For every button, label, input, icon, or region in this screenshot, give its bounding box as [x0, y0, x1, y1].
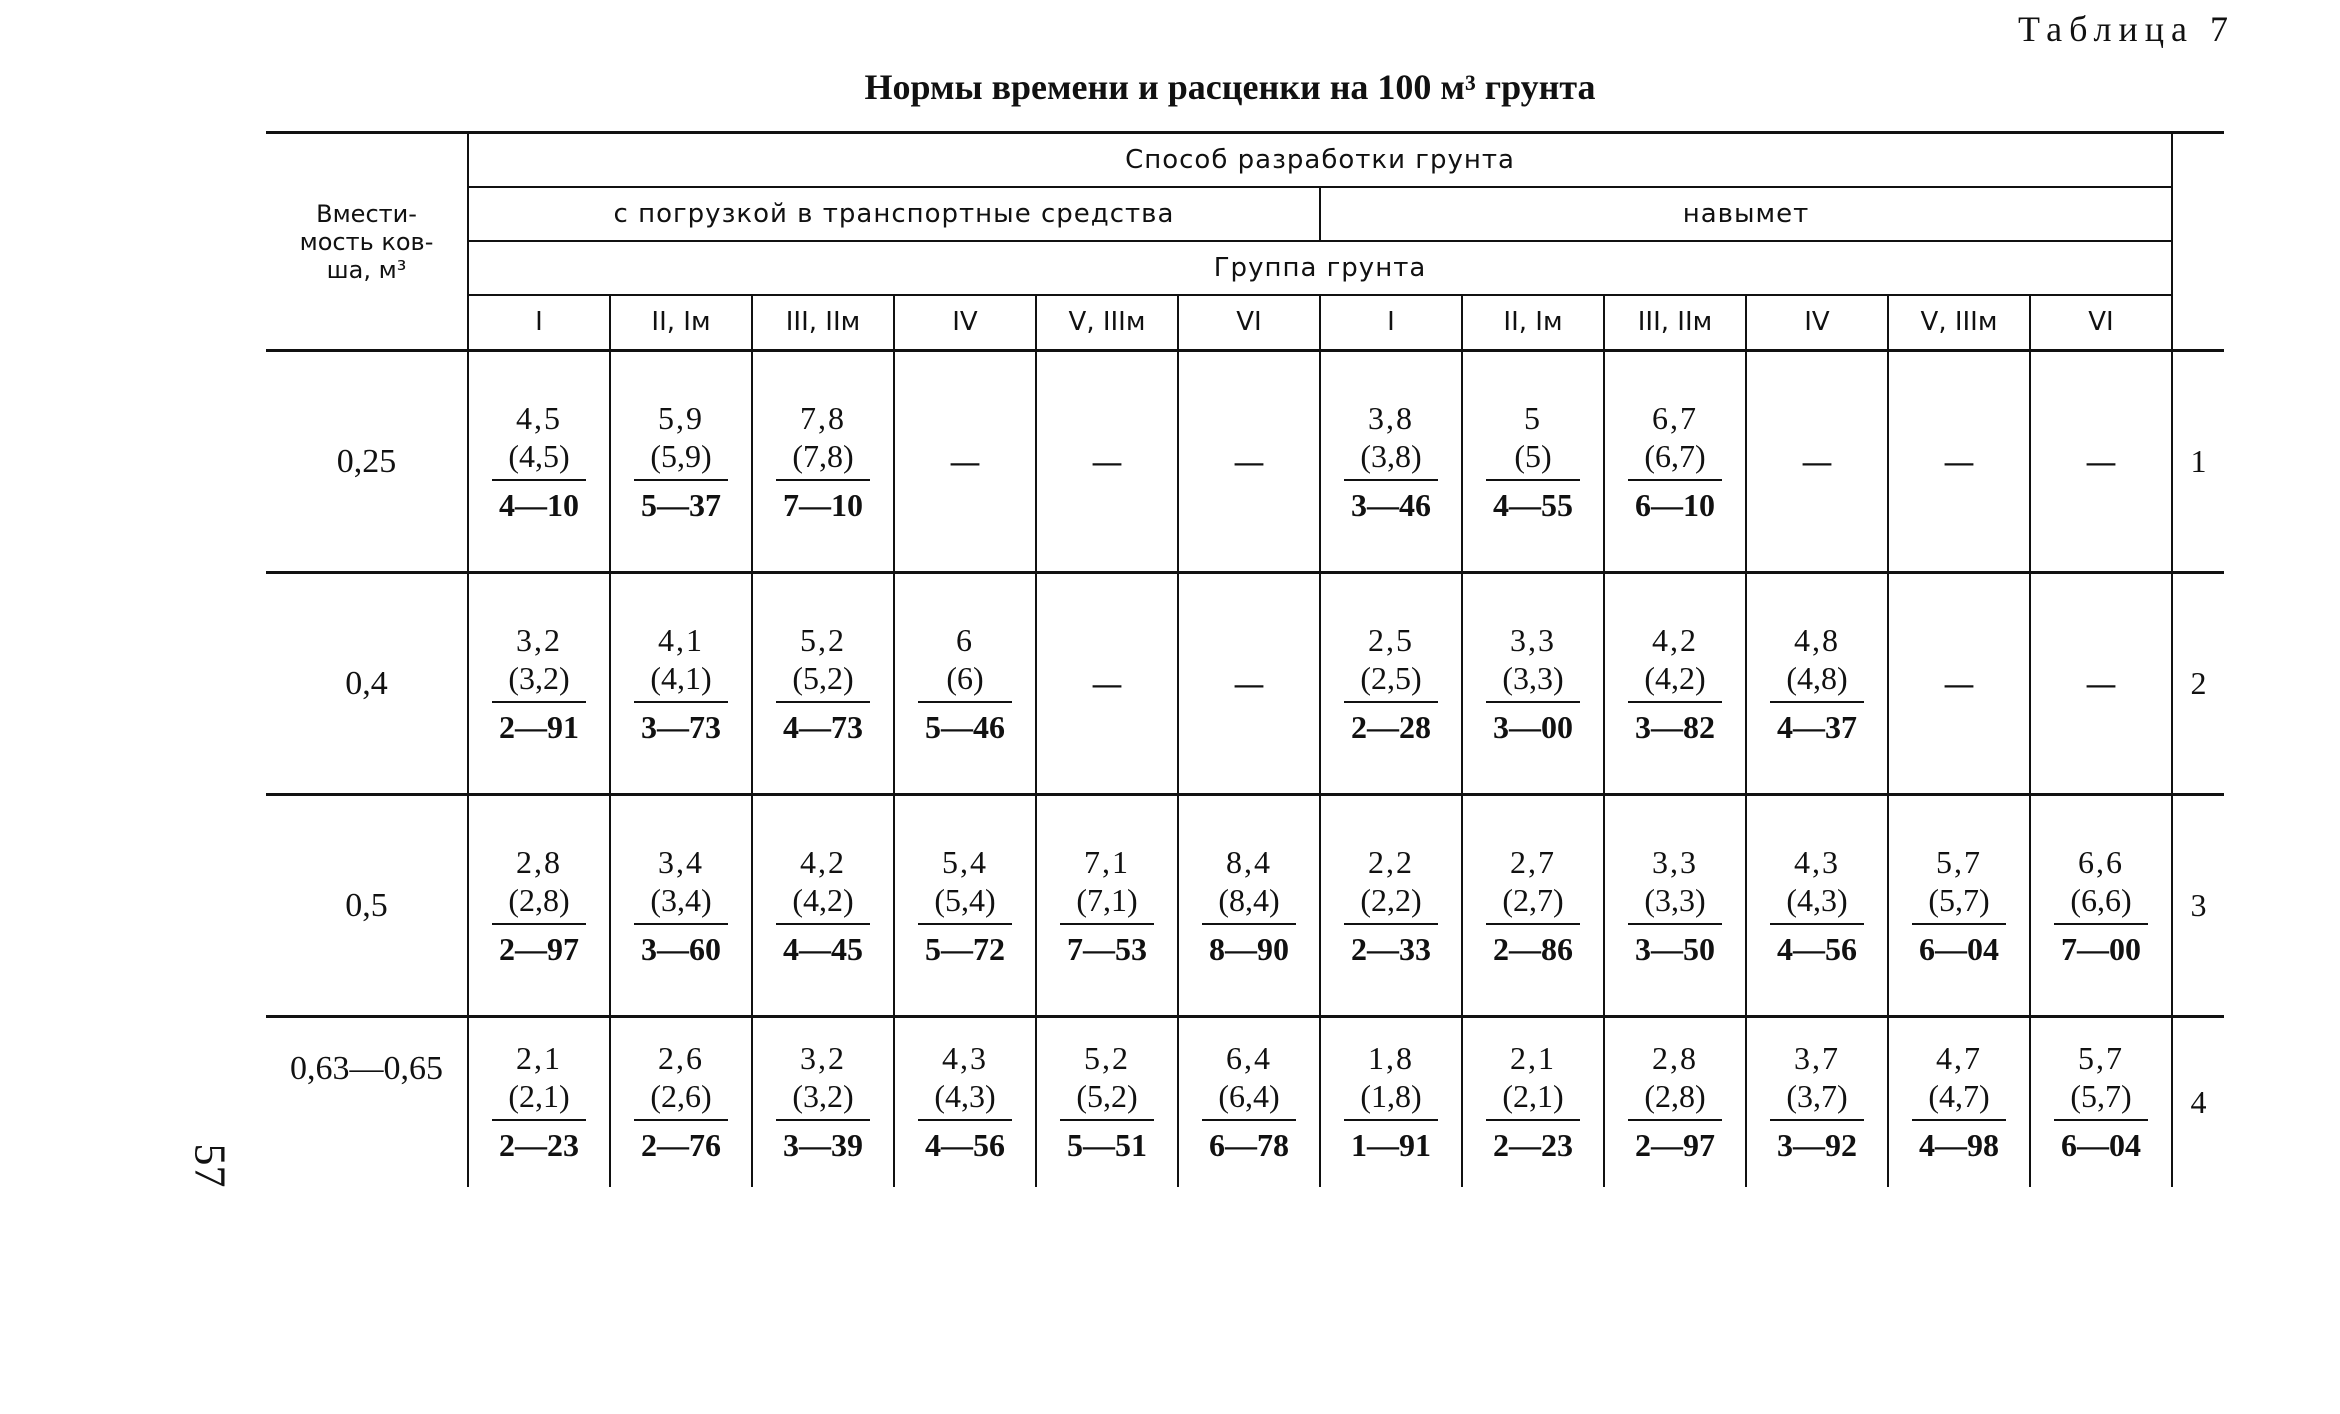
time-norm: 5,2: [1084, 1040, 1130, 1077]
norm-value-group: [1202, 843, 1296, 969]
time-norm-paren: (5,4): [918, 881, 1012, 925]
rate-value: 1—91: [1351, 1127, 1431, 1164]
norm-cell: [752, 1017, 894, 1187]
rate-value: 2—28: [1351, 708, 1431, 745]
rate-value: 3—00: [1493, 708, 1573, 745]
time-norm: 6: [956, 621, 974, 658]
group-header-3: IV: [894, 295, 1036, 351]
norm-value-group: [776, 399, 870, 525]
row-number: 2: [2172, 573, 2224, 795]
rate-value: 4—55: [1493, 486, 1573, 523]
bucket-size: 0,25: [266, 351, 468, 573]
rate-value: 8—90: [1209, 930, 1289, 967]
norm-value-group: [634, 399, 728, 525]
norm-value-group: [1486, 1039, 1580, 1165]
norm-value-group: [1344, 843, 1438, 969]
time-norm-paren: (2,2): [1344, 881, 1438, 925]
group-header-10: V, IIIм: [1888, 295, 2030, 351]
time-norm-paren: (5): [1486, 437, 1580, 481]
bucket-size: 0,5: [266, 795, 468, 1017]
empty-dash: —: [1091, 664, 1123, 703]
norm-cell: [752, 573, 894, 795]
norm-value-group: [1486, 843, 1580, 969]
time-norm-paren: (2,1): [1486, 1077, 1580, 1121]
rate-value: 4—45: [783, 930, 863, 967]
group-header-4: V, IIIм: [1036, 295, 1178, 351]
time-norm: 3,4: [658, 843, 704, 880]
norm-cell: [752, 795, 894, 1017]
norm-cell: [1462, 795, 1604, 1017]
rate-value: 6—04: [2061, 1127, 2141, 1164]
norm-value-group: [1060, 1039, 1154, 1165]
method-dump-header: навымет: [1320, 187, 2172, 241]
rate-value: 4—37: [1777, 708, 1857, 745]
rate-value: 2—33: [1351, 930, 1431, 967]
norm-cell: [1604, 573, 1746, 795]
group-header-0: I: [468, 295, 610, 351]
norm-cell: [1036, 351, 1178, 573]
norm-value-group: [634, 621, 728, 747]
norm-cell: [1746, 795, 1888, 1017]
time-norm-paren: (5,7): [2054, 1077, 2148, 1121]
norm-cell: [468, 795, 610, 1017]
time-norm-paren: (3,2): [776, 1077, 870, 1121]
rate-value: 5—46: [925, 708, 1005, 745]
time-norm-paren: (2,7): [1486, 881, 1580, 925]
norm-cell: [2030, 1017, 2172, 1187]
time-norm-paren: (5,2): [776, 659, 870, 703]
time-norm-paren: (3,3): [1628, 881, 1722, 925]
time-norm: 4,7: [1936, 1040, 1982, 1077]
rate-value: 5—51: [1067, 1127, 1147, 1164]
norm-value-group: [1628, 843, 1722, 969]
norm-value-group: [492, 399, 586, 525]
norm-cell: [1320, 351, 1462, 573]
norm-value-group: [1770, 843, 1864, 969]
time-norm: 2,1: [516, 1040, 562, 1077]
time-norm-paren: (4,1): [634, 659, 728, 703]
norm-cell: [468, 573, 610, 795]
norm-cell: [1036, 573, 1178, 795]
norm-cell: [1036, 795, 1178, 1017]
norm-cell: [894, 1017, 1036, 1187]
time-norm-paren: (2,8): [492, 881, 586, 925]
time-norm-paren: (3,3): [1486, 659, 1580, 703]
time-norm: 5,4: [942, 843, 988, 880]
norm-cell: [2030, 573, 2172, 795]
norm-value-group: [2054, 1039, 2148, 1165]
norm-value-group: [2054, 843, 2148, 969]
group-header-9: IV: [1746, 295, 1888, 351]
time-norm-paren: (5,9): [634, 437, 728, 481]
rate-value: 7—00: [2061, 930, 2141, 967]
time-norm-paren: (2,6): [634, 1077, 728, 1121]
time-norm-paren: (5,7): [1912, 881, 2006, 925]
time-norm-paren: (4,2): [1628, 659, 1722, 703]
time-norm: 3,2: [800, 1040, 846, 1077]
norm-value-group: [1628, 621, 1722, 747]
time-norm-paren: (7,8): [776, 437, 870, 481]
norm-value-group: [1628, 399, 1722, 525]
table-row: [266, 573, 2224, 795]
norm-cell: [2030, 351, 2172, 573]
norm-cell: [1746, 351, 1888, 573]
group-header-2: III, IIм: [752, 295, 894, 351]
norm-cell: [1320, 1017, 1462, 1187]
rate-value: 3—82: [1635, 708, 1715, 745]
time-norm-paren: (6,6): [2054, 881, 2148, 925]
time-norm-paren: (6,7): [1628, 437, 1722, 481]
method-loading-header: с погрузкой в транспортные средства: [468, 187, 1320, 241]
group-header-5: VI: [1178, 295, 1320, 351]
norm-value-group: [918, 843, 1012, 969]
norm-cell: [894, 351, 1036, 573]
rate-value: 7—53: [1067, 930, 1147, 967]
norm-value-group: [776, 843, 870, 969]
norm-value-group: [492, 1039, 586, 1165]
rate-value: 2—76: [641, 1127, 721, 1164]
norm-cell: [610, 573, 752, 795]
time-norm: 5,7: [2078, 1040, 2124, 1077]
rate-value: 7—10: [783, 486, 863, 523]
norm-value-group: [1770, 1039, 1864, 1165]
rate-value: 3—46: [1351, 486, 1431, 523]
time-norm: 2,5: [1368, 621, 1414, 658]
time-norm: 5,9: [658, 399, 704, 436]
time-norm-paren: (8,4): [1202, 881, 1296, 925]
rate-value: 4—56: [925, 1127, 1005, 1164]
empty-dash: —: [1801, 442, 1833, 481]
time-norm: 8,4: [1226, 843, 1272, 880]
norm-value-group: [492, 621, 586, 747]
norm-cell: [610, 1017, 752, 1187]
group-header-8: III, IIм: [1604, 295, 1746, 351]
norm-cell: [1888, 795, 2030, 1017]
norm-cell: [1888, 351, 2030, 573]
time-norm-paren: (4,8): [1770, 659, 1864, 703]
time-norm-paren: (6): [918, 659, 1012, 703]
rate-value: 2—91: [499, 708, 579, 745]
rate-value: 2—23: [1493, 1127, 1573, 1164]
norm-cell: [1604, 1017, 1746, 1187]
norm-cell: [894, 573, 1036, 795]
norms-table: [266, 131, 2224, 1187]
norm-value-group: [918, 1039, 1012, 1165]
group-header-6: I: [1320, 295, 1462, 351]
time-norm-paren: (4,3): [1770, 881, 1864, 925]
time-norm-paren: (2,1): [492, 1077, 586, 1121]
norm-cell: [1888, 1017, 2030, 1187]
rate-value: 2—97: [1635, 1127, 1715, 1164]
norm-cell: [1462, 351, 1604, 573]
time-norm-paren: (6,4): [1202, 1077, 1296, 1121]
rate-value: 4—73: [783, 708, 863, 745]
row-number: 4: [2172, 1017, 2224, 1187]
rate-value: 2—23: [499, 1127, 579, 1164]
time-norm: 6,4: [1226, 1040, 1272, 1077]
norm-cell: [1604, 351, 1746, 573]
norm-value-group: [1060, 843, 1154, 969]
capacity-header-text: Вмести-мость ков-ша, м³: [299, 199, 434, 284]
norm-cell: [752, 351, 894, 573]
time-norm-paren: (7,1): [1060, 881, 1154, 925]
time-norm: 3,7: [1794, 1040, 1840, 1077]
group-header-7: II, Iм: [1462, 295, 1604, 351]
empty-dash: —: [1943, 442, 1975, 481]
rate-value: 2—86: [1493, 930, 1573, 967]
norm-value-group: [1486, 621, 1580, 747]
norm-value-group: [492, 843, 586, 969]
time-norm: 7,1: [1084, 843, 1130, 880]
time-norm-paren: (1,8): [1344, 1077, 1438, 1121]
norm-value-group: [1912, 843, 2006, 969]
norm-cell: [1178, 351, 1320, 573]
soil-group-header: Группа грунта: [468, 241, 2172, 295]
norm-value-group: [1202, 1039, 1296, 1165]
norm-cell: [1462, 573, 1604, 795]
norm-value-group: [1770, 621, 1864, 747]
method-header: Способ разработки грунта: [468, 133, 2172, 187]
time-norm: 6,6: [2078, 843, 2124, 880]
time-norm: 1,8: [1368, 1040, 1414, 1077]
rate-value: 4—56: [1777, 930, 1857, 967]
norm-cell: [1178, 795, 1320, 1017]
time-norm: 4,2: [800, 843, 846, 880]
norm-cell: [1746, 573, 1888, 795]
time-norm-paren: (3,2): [492, 659, 586, 703]
empty-dash: —: [1233, 442, 1265, 481]
rate-value: 4—98: [1919, 1127, 1999, 1164]
table-row: [266, 351, 2224, 573]
norm-value-group: [918, 621, 1012, 747]
norm-cell: [610, 795, 752, 1017]
time-norm: 3,3: [1652, 843, 1698, 880]
norm-cell: [1462, 1017, 1604, 1187]
time-norm: 4,8: [1794, 621, 1840, 658]
rate-value: 3—73: [641, 708, 721, 745]
norm-cell: [610, 351, 752, 573]
time-norm-paren: (4,3): [918, 1077, 1012, 1121]
norm-cell: [1178, 573, 1320, 795]
rate-value: 3—39: [783, 1127, 863, 1164]
time-norm: 4,5: [516, 399, 562, 436]
time-norm: 2,7: [1510, 843, 1556, 880]
table-row: [266, 1017, 2224, 1187]
rate-value: 6—10: [1635, 486, 1715, 523]
time-norm: 3,2: [516, 621, 562, 658]
row-number: 1: [2172, 351, 2224, 573]
time-norm: 5,7: [1936, 843, 1982, 880]
rate-value: 3—50: [1635, 930, 1715, 967]
norm-cell: [894, 795, 1036, 1017]
group-header-11: VI: [2030, 295, 2172, 351]
norm-cell: [1178, 1017, 1320, 1187]
norm-cell: [2030, 795, 2172, 1017]
norm-value-group: [1912, 1039, 2006, 1165]
time-norm: 4,1: [658, 621, 704, 658]
time-norm-paren: (4,7): [1912, 1077, 2006, 1121]
norm-value-group: [776, 621, 870, 747]
norm-cell: [1320, 573, 1462, 795]
rate-value: 2—97: [499, 930, 579, 967]
time-norm: 2,2: [1368, 843, 1414, 880]
time-norm: 4,3: [942, 1040, 988, 1077]
time-norm: 5: [1524, 399, 1542, 436]
group-header-1: II, Iм: [610, 295, 752, 351]
time-norm-paren: (3,7): [1770, 1077, 1864, 1121]
rate-value: 6—04: [1919, 930, 1999, 967]
row-number: 3: [2172, 795, 2224, 1017]
time-norm: 2,8: [1652, 1040, 1698, 1077]
norm-value-group: [1344, 1039, 1438, 1165]
norm-value-group: [634, 1039, 728, 1165]
rate-value: 5—37: [641, 486, 721, 523]
time-norm: 2,1: [1510, 1040, 1556, 1077]
norm-value-group: [1344, 399, 1438, 525]
time-norm: 2,8: [516, 843, 562, 880]
norm-cell: [468, 351, 610, 573]
bucket-size: 0,63—0,65: [266, 1017, 468, 1187]
empty-dash: —: [2085, 442, 2117, 481]
empty-dash: —: [1091, 442, 1123, 481]
rate-value: 4—10: [499, 486, 579, 523]
time-norm-paren: (3,8): [1344, 437, 1438, 481]
time-norm: 2,6: [658, 1040, 704, 1077]
norm-cell: [1604, 795, 1746, 1017]
norm-value-group: [1344, 621, 1438, 747]
time-norm: 5,2: [800, 621, 846, 658]
time-norm-paren: (3,4): [634, 881, 728, 925]
time-norm-paren: (2,5): [1344, 659, 1438, 703]
time-norm-paren: (4,5): [492, 437, 586, 481]
table-title: Нормы времени и расценки на 100 м³ грунта: [864, 67, 1596, 107]
rownum-header: [2172, 133, 2224, 351]
norm-cell: [468, 1017, 610, 1187]
norm-cell: [1746, 1017, 1888, 1187]
table-label: Таблица 7: [2018, 9, 2235, 49]
time-norm: 3,8: [1368, 399, 1414, 436]
rate-value: 5—72: [925, 930, 1005, 967]
norm-value-group: [1486, 399, 1580, 525]
rate-value: 3—92: [1777, 1127, 1857, 1164]
bucket-size: 0,4: [266, 573, 468, 795]
empty-dash: —: [949, 442, 981, 481]
time-norm: 4,2: [1652, 621, 1698, 658]
time-norm: 4,3: [1794, 843, 1840, 880]
norm-cell: [1320, 795, 1462, 1017]
norm-value-group: [634, 843, 728, 969]
page-number: 57: [185, 1143, 235, 1188]
time-norm: 7,8: [800, 399, 846, 436]
norm-cell: [1888, 573, 2030, 795]
capacity-header: [266, 133, 468, 351]
norm-value-group: [1628, 1039, 1722, 1165]
time-norm: 3,3: [1510, 621, 1556, 658]
empty-dash: —: [2085, 664, 2117, 703]
time-norm-paren: (4,2): [776, 881, 870, 925]
time-norm-paren: (2,8): [1628, 1077, 1722, 1121]
rate-value: 6—78: [1209, 1127, 1289, 1164]
norm-cell: [1036, 1017, 1178, 1187]
empty-dash: —: [1233, 664, 1265, 703]
rate-value: 3—60: [641, 930, 721, 967]
time-norm-paren: (5,2): [1060, 1077, 1154, 1121]
norm-value-group: [776, 1039, 870, 1165]
empty-dash: —: [1943, 664, 1975, 703]
time-norm: 6,7: [1652, 399, 1698, 436]
table-row: [266, 795, 2224, 1017]
